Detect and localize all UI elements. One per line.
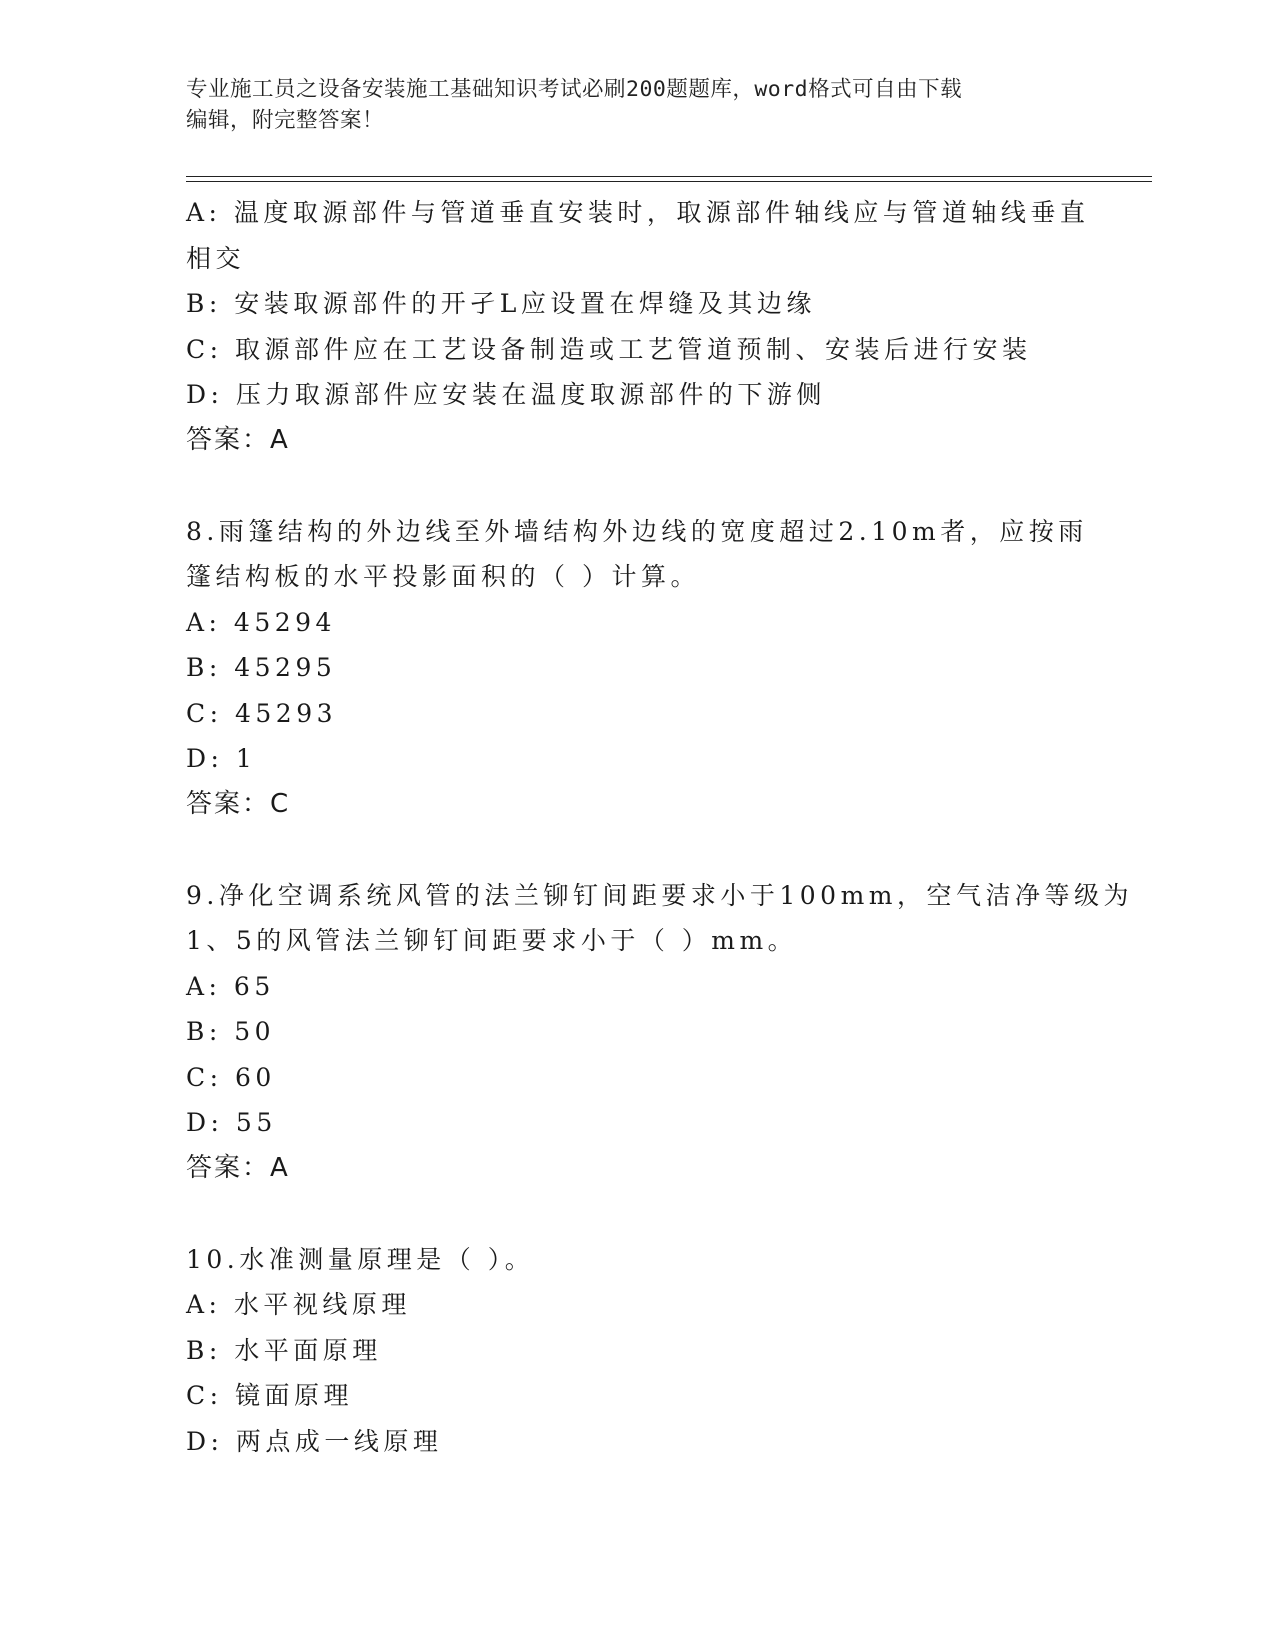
option-d: D: 1: [186, 744, 257, 773]
answer-label: 答案：A: [186, 1152, 290, 1183]
header-title-line-2: 编辑，附完整答案！: [186, 108, 385, 133]
answer-label: 答案：A: [186, 424, 290, 455]
spacer: [186, 827, 1086, 873]
question-9: [186, 873, 1133, 1192]
header-title-line-1: 专业施工员之设备安装施工基础知识考试必刷200题题库，word格式可自由下载: [186, 77, 963, 102]
header-double-rule: [186, 176, 1152, 182]
question-stem: 9.净化空调系统风管的法兰铆钉间距要求小于100mm，空气洁净等级为: [186, 880, 1133, 910]
option-d: D: 55: [186, 1108, 277, 1137]
option-b: B: 安装取源部件的开孑L应设置在焊缝及其边缘: [186, 289, 816, 318]
question-10: [186, 1237, 1086, 1465]
option-d: D: 压力取源部件应安装在温度取源部件的下游侧: [186, 380, 826, 409]
option-d: D: 两点成一线原理: [186, 1426, 443, 1456]
question-stem: 8.雨篷结构的外边线至外墙结构外边线的宽度超过2.10m者，应按雨: [186, 516, 1088, 546]
document-header: [186, 74, 1086, 136]
question-stem: 10.水准测量原理是（ ）。: [186, 1244, 535, 1274]
option-a-continued: 相交: [186, 243, 246, 273]
question-list: [186, 190, 1133, 1464]
option-b: B: 45295: [186, 653, 337, 682]
option-c: C: 镜面原理: [186, 1381, 353, 1410]
spacer: [186, 463, 1086, 509]
question-stem-continued: 篷结构板的水平投影面积的（ ）计算。: [186, 562, 700, 591]
question-7: [186, 190, 1090, 463]
option-a: A: 温度取源部件与管道垂直安装时，取源部件轴线应与管道轴线垂直: [186, 198, 1090, 227]
option-c: C: 45293: [186, 698, 338, 728]
option-c: C: 取源部件应在工艺设备制造或工艺管道预制、安装后进行安装: [186, 334, 1032, 364]
option-a: A: 水平视线原理: [186, 1290, 411, 1319]
option-a: A: 45294: [186, 607, 336, 637]
answer-label: 答案：C: [186, 788, 291, 819]
option-a: A: 65: [186, 971, 275, 1001]
question-8: [186, 509, 1086, 828]
option-b: B: 50: [186, 1017, 276, 1046]
option-b: B: 水平面原理: [186, 1335, 382, 1365]
spacer: [186, 1191, 1086, 1237]
option-c: C: 60: [186, 1062, 276, 1092]
question-stem-continued: 1、5的风管法兰铆钉间距要求小于（ ）mm。: [186, 926, 798, 955]
